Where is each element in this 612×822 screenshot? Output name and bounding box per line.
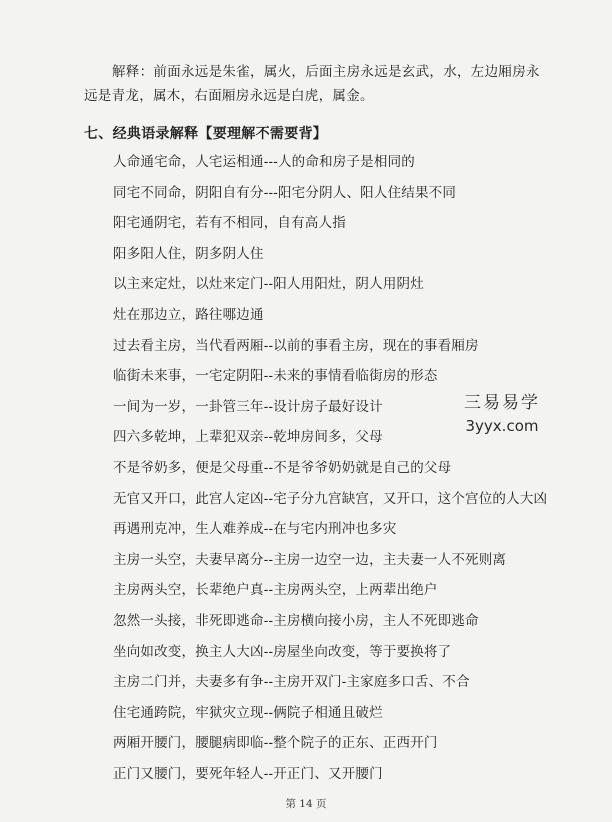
saying-line: 过去看主房，当代看两厢--以前的事看主房，现在的事看厢房 [113,337,479,354]
saying-line: 两厢开腰门，腰腿病即临--整个院子的正东、正西开门 [113,735,438,752]
watermark [447,392,557,436]
intro-paragraph: 解释：前面永远是朱雀，属火，后面主房永远是玄武，水，左边厢房永远是青龙，属木，右面厢房永远是白虎，属金。 [84,64,540,104]
section-title: 七、经典语录解释【要理解不需要背】 [84,126,328,142]
saying-line: 阳多阳人住，阴多阴人住 [113,245,264,262]
saying-line: 再遇刑克冲，生人难养成--在与宅内刑冲也多灾 [113,521,397,538]
saying-line: 人命通宅命，人宅运相通---人的命和房子是相同的 [113,154,415,170]
watermark-url: 3yyx.com [465,417,539,435]
saying-line: 主房两头空，长辈绝户真--主房两头空，上两辈出绝户 [113,582,438,599]
saying-line: 主房二门并，夫妻多有争--主房开双门-主家庭多口舌、不合 [113,674,470,691]
saying-line: 以主来定灶，以灶来定门--阳人用阳灶，阴人用阴灶 [113,276,424,293]
saying-line: 一间为一岁，一卦管三年--设计房子最好设计 [113,398,383,415]
saying-line: 同宅不同命，阴阳自有分---阳宅分阴人、阳人住结果不同 [113,184,457,201]
saying-line: 不是爷奶多，便是父母重--不是爷爷奶奶就是自己的父母 [113,459,452,476]
saying-line: 忽然一头接，非死即逃命--主房横向接小房，主人不死即逃命 [113,612,479,629]
saying-line: 阳宅通阴宅，若有不相同，自有高人指 [113,215,346,232]
sayings-list [113,147,573,789]
saying-line: 住宅通跨院，牢狱灾立现--俩院子相通且破烂 [113,704,383,721]
saying-line: 主房一头空，夫妻早离分--主房一边空一边，主夫妻一人不死则离 [113,551,507,568]
saying-line: 正门又腰门，要死年轻人--开正门、又开腰门 [113,765,383,782]
saying-line: 临街未来事，一宅定阴阳--未来的事情看临街房的形态 [113,368,438,385]
saying-line: 坐向如改变，换主人大凶--房屋坐向改变，等于要换将了 [113,643,452,660]
saying-line: 四六多乾坤，上辈犯双亲--乾坤房间多，父母 [113,429,383,446]
saying-line: 无官又开口，此宫人定凶--宅子分九宫缺宫，又开口，这个宫位的人大凶 [113,490,548,507]
saying-line: 灶在那边立，路往哪边通 [113,306,264,323]
page-number: 第 14 页 [285,798,327,810]
watermark-text: 三易易学 [464,393,540,413]
